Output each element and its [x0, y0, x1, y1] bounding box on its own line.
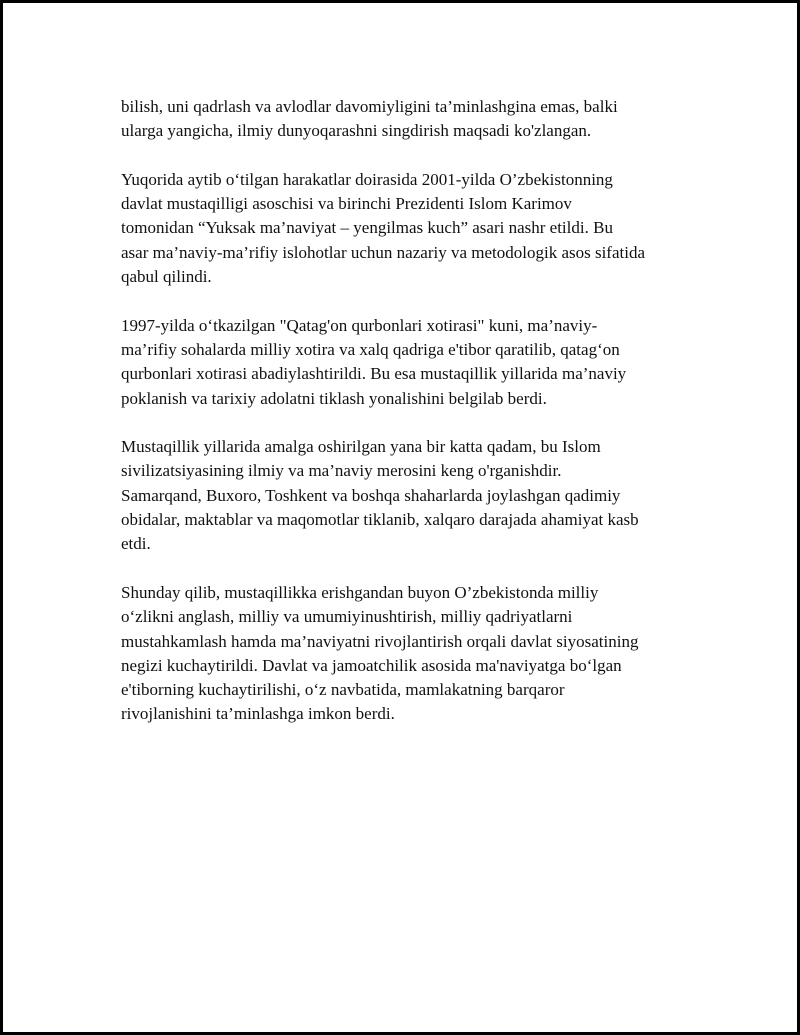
text-line: bilish, uni qadrlash va avlodlar davomiyligini ta’minlashgina emas, balki [121, 97, 618, 116]
text-line: asar ma’naviy-ma’rifiy islohotlar uchun nazariy va metodologik asos sifatida [121, 242, 646, 262]
text-line: tomonidan “Yuksak ma’naviyat – yengilmas kuch” asari nashr etildi. Bu [121, 218, 613, 238]
text-line: etdi. [121, 534, 151, 554]
text-line: 1997-yilda o‘tkazilgan "Qatag'on qurbonlari xotirasi" kuni, ma’naviy- [121, 315, 598, 335]
text-line: poklanish va tarixiy adolatni tiklash yonalishini belgilab berdi. [121, 388, 547, 408]
text-line: ularga yangicha, ilmiy dunyoqarashni singdirish maqsadi ko'zlangan. [121, 121, 592, 141]
paragraph [121, 435, 701, 556]
text-line: e'tiborning kuchaytirilishi, o‘z navbatida, mamlakatning barqaror [121, 680, 565, 700]
text-line: negizi kuchaytirildi. Davlat va jamoatchilik asosida ma'naviyatga bo‘lgan [121, 655, 622, 675]
text-line: Shunday qilib, mustaqillikka erishgandan buyon O’zbekistonda milliy [121, 582, 599, 602]
text-line: Yuqorida aytib o‘tilgan harakatlar doirasida 2001-yilda O’zbekistonning [121, 169, 613, 189]
paragraph [121, 314, 701, 411]
text-line: rivojlanishini ta’minlashga imkon berdi. [121, 704, 395, 724]
paragraph [121, 95, 701, 144]
text-line: Samarqand, Buxoro, Toshkent va boshqa shaharlarda joylashgan qadimiy [121, 485, 621, 505]
document-body [121, 95, 701, 751]
text-line: Mustaqillik yillarida amalga oshirilgan yana bir katta qadam, bu Islom [121, 437, 601, 457]
paragraph [121, 581, 701, 727]
text-line: davlat mustaqilligi asoschisi va birinchi Prezidenti Islom Karimov [121, 194, 572, 214]
text-line: sivilizatsiyasining ilmiy va ma’naviy merosini keng o'rganishdir. [121, 461, 562, 481]
paragraph [121, 168, 701, 289]
text-line: obidalar, maktablar va maqomotlar tiklanib, xalqaro darajada ahamiyat kasb [121, 510, 639, 530]
text-line: ma’rifiy sohalarda milliy xotira va xalq qadriga e'tibor qaratilib, qatag‘on [121, 339, 620, 359]
text-line: qabul qilindi. [121, 267, 212, 287]
text-line: qurbonlari xotirasi abadiylashtirildi. Bu esa mustaqillik yillarida ma’naviy [121, 364, 627, 384]
text-line: o‘zlikni anglash, milliy va umumiyinushtirish, milliy qadriyatlarni [121, 607, 573, 627]
text-line: mustahkamlash hamda ma’naviyatni rivojlantirish orqali davlat siyosatining [121, 631, 639, 651]
